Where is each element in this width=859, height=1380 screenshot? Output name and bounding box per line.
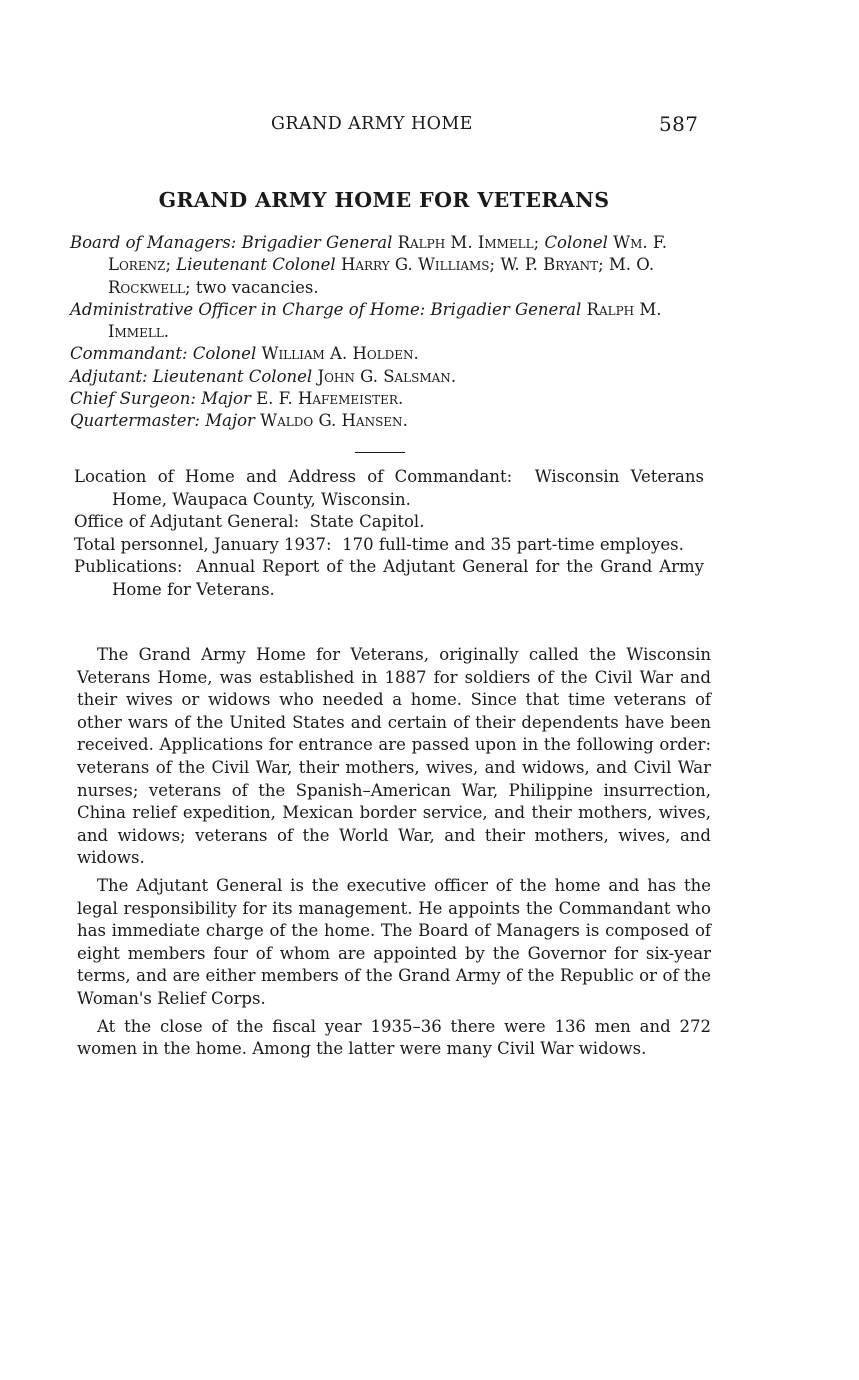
punctuation: . — [413, 344, 419, 364]
body-text — [77, 644, 711, 1066]
fact-value: 170 full-time and 35 part-time employes. — [342, 534, 684, 554]
separator: ; — [165, 255, 177, 275]
fact-location — [74, 466, 704, 511]
separator: ; — [598, 255, 609, 275]
separator: ; — [489, 255, 501, 275]
officer-board-of-managers — [70, 232, 702, 299]
officer-quartermaster — [70, 410, 702, 432]
officer-list — [70, 232, 702, 433]
officer-name: M. O. Rockwell — [108, 255, 655, 297]
officer-name: Ralph M. Immell — [108, 299, 662, 342]
officer-role: Adjutant: — [70, 366, 148, 386]
officer-adjutant — [70, 366, 702, 388]
officer-name: W. P. Bryant — [500, 255, 599, 275]
fact-office — [74, 511, 704, 534]
officer-name: Ralph M. Immell — [397, 233, 534, 252]
fact-personnel — [74, 534, 704, 557]
officer-rank: Colonel — [544, 233, 608, 252]
paragraph-history: The Grand Army Home for Veterans, originally called the Wisconsin Veterans Home, was established in 1887 for soldiers of the Civil War and their wives or widows who needed a home. Since that time veterans of other wars of the United States and certain of their dependents have been received. Applications for entrance are passed upon in the following order: veterans of the Civil War, their mothers, wives, and widows, and Civil War nurses; veterans of the Spanish–American War, Philippine insurrection, China relief expedition, Mexican border service, and their mothers, wives, and widows; veterans of the World War, and their mothers, wives, and widows. — [77, 645, 711, 868]
section-divider — [355, 452, 405, 453]
officer-chief-surgeon — [70, 388, 702, 410]
fact-value: Wisconsin Veterans Home, Waupaca County, Wisconsin. — [112, 467, 704, 509]
officer-name: Wm. F. Lorenz — [108, 233, 667, 275]
officer-rank: Colonel — [192, 344, 257, 364]
facts-list — [74, 466, 704, 601]
officer-rank: Major — [205, 411, 255, 431]
paragraph-administration: The Adjutant General is the executive officer of the home and has the legal responsibility for its management. He appoints the Commandant who has immediate charge of the home. The Board of Managers is composed of eight members four of whom are appointed by the Governor for six-year terms, and are either members of the Grand Army of the Republic or of the Woman's Relief Corps. — [77, 875, 711, 1008]
fact-publications — [74, 556, 704, 601]
officer-role: Board of Managers: — [70, 233, 237, 252]
punctuation: . — [163, 322, 170, 342]
paragraph-residents: At the close of the fiscal year 1935–36 there were 136 men and 272 women in the home. Among the latter were many Civil War widows. — [77, 1016, 711, 1059]
officer-rank: Brigadier General — [430, 299, 582, 319]
officer-administrative — [70, 299, 702, 344]
fact-value: State Capitol. — [309, 512, 425, 531]
page-number: 587 — [659, 112, 699, 136]
officer-note: ; two vacancies. — [185, 277, 319, 297]
fact-label: Total personnel, January 1937: — [74, 534, 332, 554]
officer-commandant — [70, 343, 702, 365]
officer-name: John G. Salsman — [317, 366, 451, 386]
punctuation: . — [450, 366, 457, 386]
fact-label: Office of Adjutant General: — [74, 512, 300, 531]
officer-rank: Lieutenant Colonel — [152, 366, 313, 386]
running-head — [0, 112, 859, 140]
officer-rank: Major — [201, 389, 251, 409]
punctuation: . — [402, 411, 408, 431]
officer-rank: Lieutenant Colonel — [176, 255, 336, 275]
officer-role: Administrative Officer in Charge of Home: — [70, 299, 426, 319]
officer-name: Waldo G. Hansen — [260, 411, 403, 431]
fact-value: Annual Report of the Adjutant General for the Grand Army Home for Veterans. — [112, 557, 704, 599]
officer-name: E. F. Hafemeister — [256, 389, 398, 409]
fact-label: Publications: — [74, 557, 183, 576]
punctuation: . — [397, 389, 404, 409]
page-title: GRAND ARMY HOME FOR VETERANS — [158, 188, 610, 212]
officer-role: Commandant: — [70, 344, 188, 364]
officer-rank: Brigadier General — [241, 233, 393, 252]
running-head-title: GRAND ARMY HOME — [271, 114, 473, 134]
officer-role: Quartermaster: — [70, 411, 200, 431]
separator: ; — [533, 233, 545, 252]
officer-name: Harry G. Williams — [340, 255, 490, 275]
officer-role: Chief Surgeon: — [70, 389, 196, 409]
fact-label: Location of Home and Address of Commandant: — [74, 467, 513, 486]
officer-name: William A. Holden — [261, 344, 414, 364]
